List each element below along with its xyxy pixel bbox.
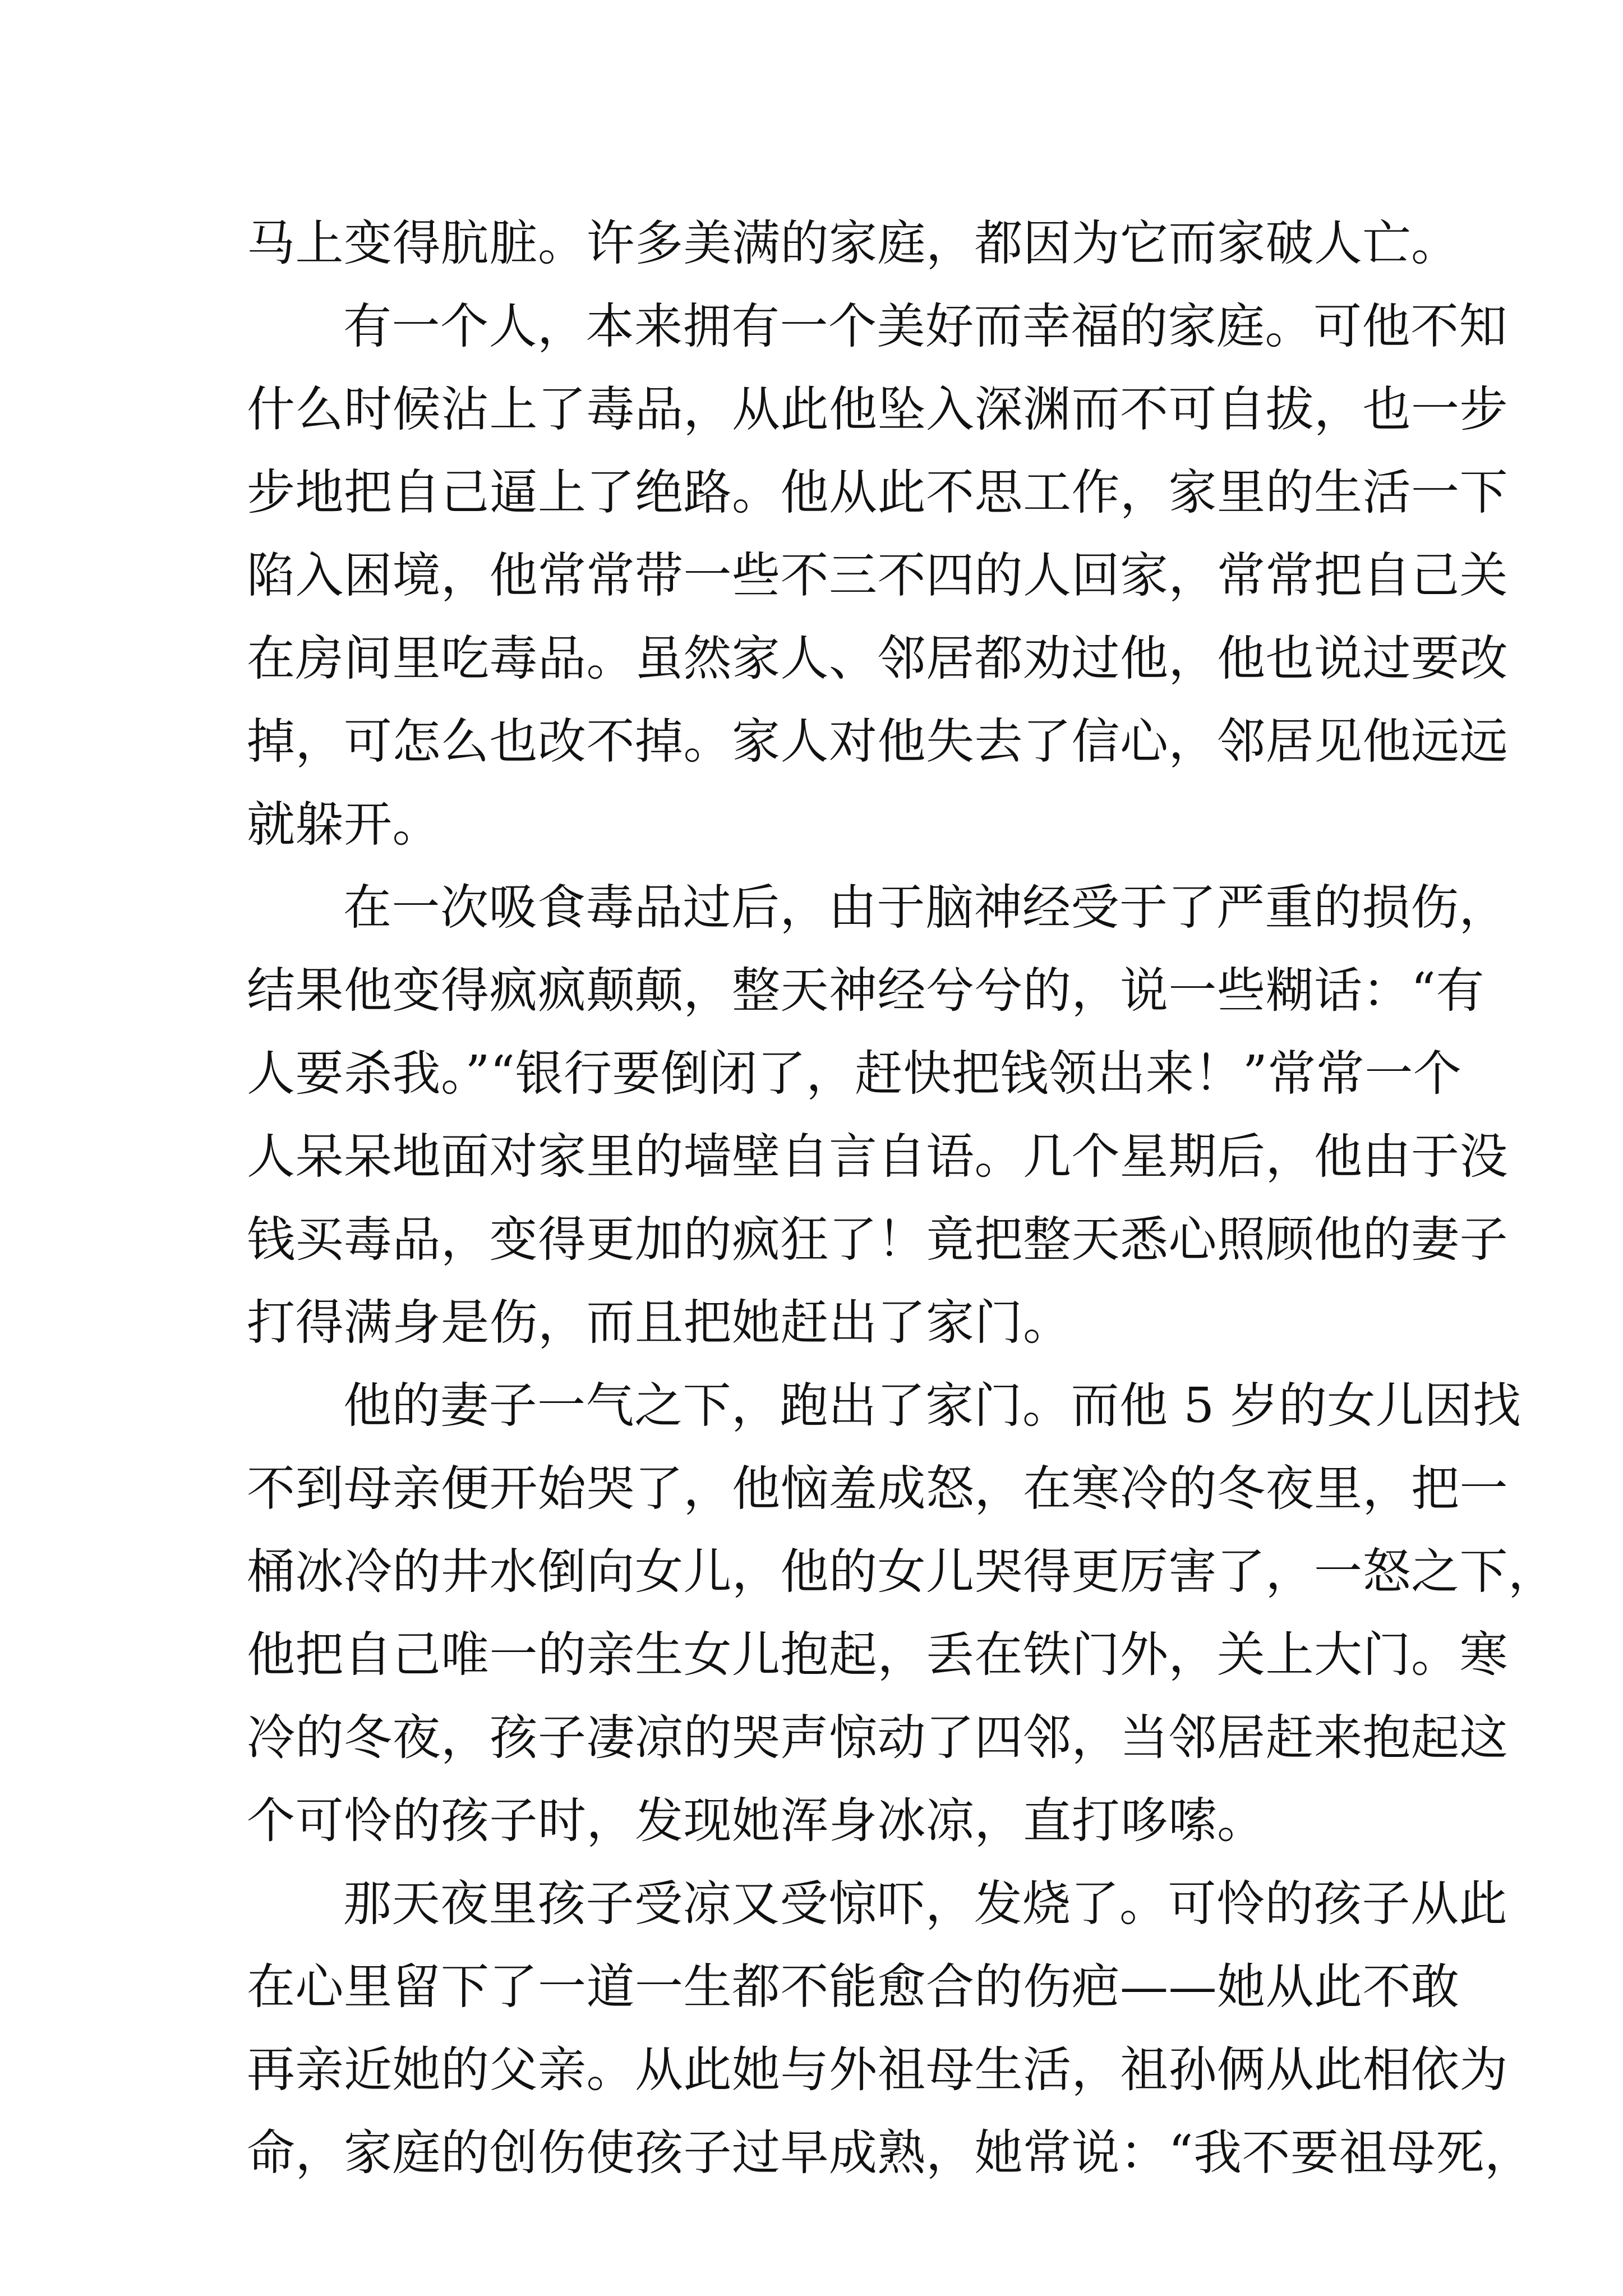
text-line: 他把自己唯一的亲生女儿抱起，丢在铁门外，关上大门。寒 — [247, 1627, 1508, 1683]
text-line: 就躲开。 — [247, 797, 441, 853]
text-line: 不到母亲便开始哭了，他恼羞成怒，在寒冷的冬夜里，把一 — [247, 1461, 1508, 1517]
text-line: 结果他变得疯疯颠颠，整天神经兮兮的，说一些糊话：“有 — [247, 963, 1484, 1019]
text-line: 在心里留下了一道一生都不能愈合的伤疤——她从此不敢 — [247, 1959, 1460, 2015]
text-line: 命，家庭的创伤使孩子过早成熟，她常说：“我不要祖母死， — [247, 2125, 1533, 2181]
text-line: 什么时候沾上了毒品，从此他坠入深渊而不可自拔，也一步 — [247, 381, 1508, 438]
text-line: 人呆呆地面对家里的墙壁自言自语。几个星期后，他由于没 — [247, 1129, 1508, 1185]
text-line: 在一次吸食毒品过后，由于脑神经受于了严重的损伤， — [343, 880, 1507, 936]
text-line: 有一个人，本来拥有一个美好而幸福的家庭。可他不知 — [343, 298, 1507, 355]
text-line: 打得满身是伤，而且把她赶出了家门。 — [247, 1295, 1072, 1351]
text-line: 掉，可怎么也改不掉。家人对他失去了信心，邻居见他远远 — [247, 714, 1508, 770]
text-line: 步地把自己逼上了绝路。他从此不思工作，家里的生活一下 — [247, 464, 1508, 521]
body-text — [247, 202, 1557, 2194]
text-line: 桶冰冷的井水倒向女儿，他的女儿哭得更厉害了，一怒之下， — [247, 1544, 1557, 1600]
text-line: 个可怜的孩子时，发现她浑身冰凉，直打哆嗦。 — [247, 1793, 1266, 1849]
text-line: 再亲近她的父亲。从此她与外祖母生活，祖孙俩从此相依为 — [247, 2042, 1508, 2098]
text-line: 那天夜里孩子受凉又受惊吓，发烧了。可怜的孩子从此 — [343, 1876, 1507, 1932]
text-line: 在房间里吃毒品。虽然家人、邻居都劝过他，他也说过要改 — [247, 631, 1508, 687]
text-line: 陷入困境，他常常带一些不三不四的人回家，常常把自己关 — [247, 547, 1508, 604]
text-line: 人要杀我。”“银行要倒闭了，赶快把钱领出来！”常常一个 — [247, 1046, 1462, 1102]
text-line: 马上变得肮脏。许多美满的家庭，都因为它而家破人亡。 — [247, 215, 1460, 272]
text-line: 钱买毒品，变得更加的疯狂了！竟把整天悉心照顾他的妻子 — [247, 1212, 1508, 1268]
text-line: 冷的冬夜，孩子凄凉的哭声惊动了四邻，当邻居赶来抱起这 — [247, 1710, 1508, 1766]
text-line: 他的妻子一气之下，跑出了家门。而他 5 岁的女儿因找 — [343, 1378, 1521, 1434]
